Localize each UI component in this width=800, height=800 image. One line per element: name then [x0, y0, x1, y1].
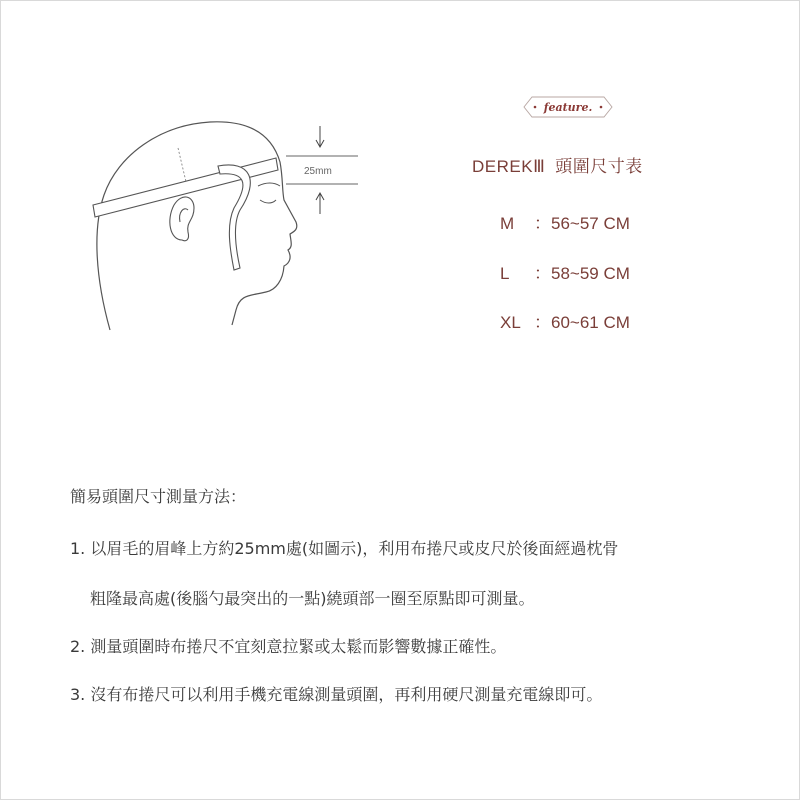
size-chart-title	[472, 152, 732, 177]
size-range: ：60~61 CM	[534, 313, 630, 332]
size-row-l	[500, 259, 720, 284]
closed-eye	[260, 200, 276, 203]
size-range: ：58~59 CM	[534, 264, 630, 283]
badge-label: feature.	[543, 101, 593, 114]
instruction-line: 3. 沒有布捲尺可以利用手機充電線測量頭圍，再利用硬尺測量充電線即可。	[70, 685, 603, 704]
head-outline	[97, 122, 297, 330]
ear-icon	[170, 197, 194, 241]
measure-label: 25mm	[304, 166, 332, 177]
eyebrow	[258, 183, 280, 186]
instruction-line: 1. 以眉毛的眉峰上方約25mm處(如圖示)，利用布捲尺或皮尺於後面經過枕骨	[70, 539, 619, 558]
size-label: L	[500, 264, 510, 283]
size-label: M	[500, 214, 515, 233]
instruction-line: 2. 測量頭圍時布捲尺不宜刻意拉緊或太鬆而影響數據正確性。	[70, 637, 507, 656]
size-label: XL	[500, 313, 521, 332]
chart-title-label: 頭圍尺寸表	[555, 157, 643, 176]
size-range: ：56~57 CM	[534, 214, 630, 233]
head-measurement-illustration	[90, 100, 390, 340]
instruction-line: 粗隆最高處(後腦勺最突出的一點)繞頭部一圈至原點即可測量。	[90, 589, 535, 608]
instructions-heading: 簡易頭圍尺寸測量方法：	[70, 487, 247, 506]
model-name: DEREKⅢ	[472, 157, 546, 176]
size-row-xl	[500, 308, 720, 333]
size-row-m	[500, 209, 720, 234]
feature-badge	[522, 95, 614, 119]
